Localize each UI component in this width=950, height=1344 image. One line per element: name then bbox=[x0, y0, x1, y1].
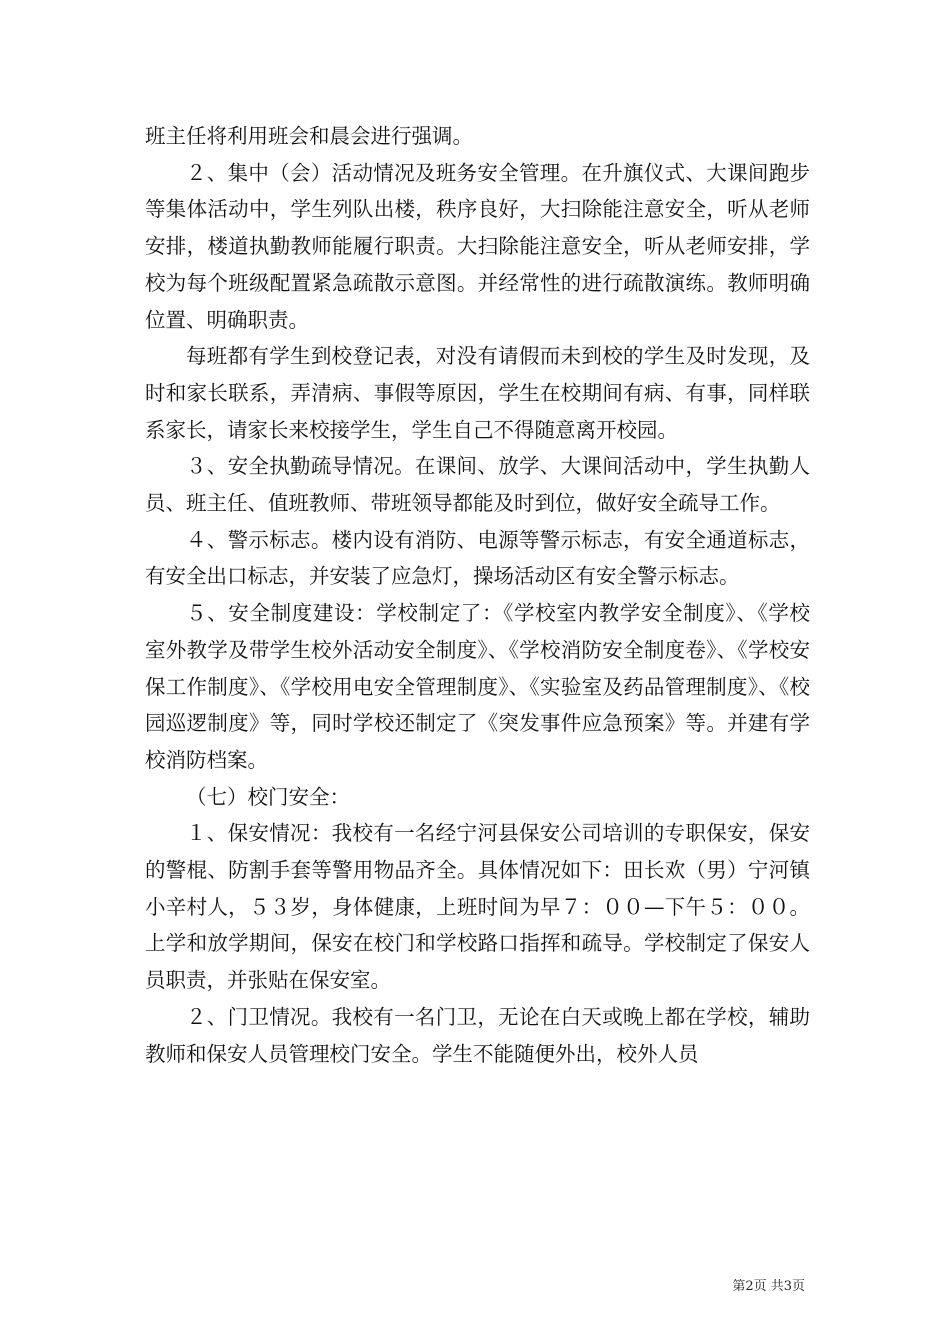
paragraph-3: 每班都有学生到校登记表，对没有请假而未到校的学生及时发现，及时和家长联系，弄清病、事假等原因，学生在校期间有病、有事，同样联系家长，请家长来校接学生，学生自己不得随意离开校园。 bbox=[145, 344, 810, 442]
paragraph-5: ４、警示标志。楼内设有消防、电源等警示标志，有安全通道标志，有安全出口标志，并安装了应急灯，操场活动区有安全警示标志。 bbox=[145, 527, 810, 589]
paragraph-7: １、保安情况：我校有一名经宁河县保安公司培训的专职保安，保安的警棍、防割手套等警用物品齐全。具体情况如下：田长欢（男）宁河镇小辛村人，５３岁，身体健康，上班时间为早７：００—下午５：００。上学和放学期间，保安在校门和学校路口指挥和疏导。学校制定了保安人员职责，并张贴在保安室。 bbox=[145, 821, 810, 993]
section-heading: （七）校门安全： bbox=[186, 784, 350, 809]
paragraph-1: 班主任将利用班会和晨会进行强调。 bbox=[145, 124, 473, 148]
body-text bbox=[145, 118, 810, 1072]
paragraph-2: ２、集中（会）活动情况及班务安全管理。在升旗仪式、大课间跑步等集体活动中，学生列队出楼，秩序良好，大扫除能注意安全，听从老师安排，楼道执勤教师能履行职责。大扫除能注意安全，听从老师安排，学校为每个班级配置紧急疏散示意图。并经常性的进行疏散演练。教师明确位置、明确职责。 bbox=[145, 160, 810, 332]
paragraph-4: ３、安全执勤疏导情况。在课间、放学、大课间活动中，学生执勤人员、班主任、值班教师、带班领导都能及时到位，做好安全疏导工作。 bbox=[145, 454, 810, 516]
paragraph-6: ５、安全制度建设：学校制定了：《学校室内教学安全制度》、《学校室外教学及带学生校外活动安全制度》、《学校消防安全制度卷》、《学校安保工作制度》、《学校用电安全管理制度》、《实验室及药品管理制度》、《校园巡逻制度》等，同时学校还制定了《突发事件应急预案》等。并建有学校消防档案。 bbox=[145, 601, 810, 772]
page-number: 第2页 共3页 bbox=[732, 1279, 805, 1294]
paragraph-8: ２、门卫情况。我校有一名门卫，无论在白天或晚上都在学校，辅助教师和保安人员管理校门安全。学生不能随便外出，校外人员 bbox=[145, 1004, 810, 1066]
